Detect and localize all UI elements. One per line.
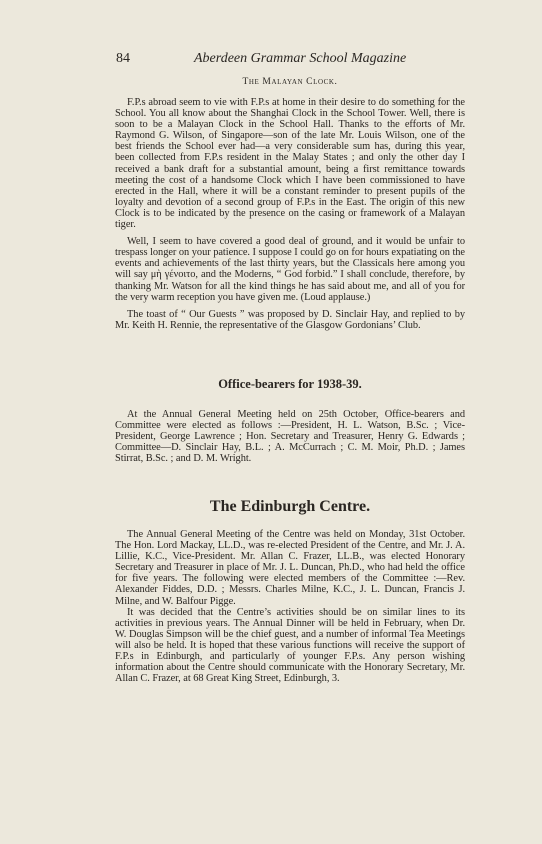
paragraph: Well, I seem to have covered a good deal of ground, and it would be unfair to trespass longer on your patience. I suppose I could go on for hours expatiating on the events and achievements of the last thirty years, but the Classicals here among you will say μὴ γένοιτο, and the Moderns, “ God forbid.” I shall conclude, therefore, by thanking Mr. Watson for all the kind things he has said about me, and all of you for the very warm reception you have given me. (Loud applause.) <box>115 236 465 303</box>
section-title-malayan-clock: The Malayan Clock. <box>242 77 338 87</box>
section-edinburgh-centre <box>115 497 465 684</box>
paragraph: At the Annual General Meeting held on 25th October, Office-bearers and Committee were elected as follows :—President, H. L. Watson, B.Sc. ; Vice-President, George Lawrence ; Hon. Secretary and Treasurer, Henry G. Edwards ; Committee—D. Sinclair Hay, B.L. ; A. McCurrach ; C. M. Moir, Ph.D. ; James Stirrat, B.Sc. ; and D. M. Wright. <box>115 409 465 465</box>
paragraph: The Annual General Meeting of the Centre was held on Monday, 31st October. The Hon. Lord Mackay, LL.D., was re-elected President of the Centre, and Mr. J. A. Lillie, K.C., Vice-President. Mr. Allan C. Frazer, LL.B., was elected Honorary Secretary and Treasurer in place of Mr. J. L. Duncan, Ph.D., who had held the office for five years. The following were elected members of the Committee :—Rev. Alexander Fiddes, D.D. ; Messrs. Charles Milne, K.C., J. L. Duncan, Francis J. Milne, and W. Balfour Pigge. <box>115 529 465 607</box>
section-title-edinburgh-centre: The Edinburgh Centre. <box>209 498 371 515</box>
paragraph: F.P.s abroad seem to vie with F.P.s at home in their desire to do something for the School. You all know about the Shanghai Clock in the School Tower. Well, there is soon to be a Malayan Clock in the School Hall. Thanks to the efforts of Mr. Raymond G. Wilson, of Singapore—son of the late Mr. Louis Wilson, one of the best friends the School ever had—a very considerable sum has, during this year, been collected from F.P.s resident in the Malay States ; and only the other day I received a bank draft for a substantial amount, being a first remittance towards meeting the cost of a handsome Clock which I have been commissioned to have erected in the Hall, where it will be a constant reminder to present pupils of the loyalty and devotion of a second group of F.P.s in the East. The origin of this new Clock is to be indicated by the presence on the casing or framework of a Malayan tiger. <box>115 97 465 231</box>
page-header <box>116 50 466 68</box>
paragraph: The toast of “ Our Guests ” was proposed by D. Sinclair Hay, and replied to by Mr. Keith H. Rennie, the representative of the Glasgow Gordonians’ Club. <box>115 308 465 331</box>
section-office-bearers <box>115 377 465 464</box>
page-number: 84 <box>116 51 130 66</box>
running-title: Aberdeen Grammar School Magazine <box>194 51 407 66</box>
section-title-office-bearers: Office-bearers for 1938-39. <box>218 377 362 391</box>
paragraph: It was decided that the Centre’s activities should be on similar lines to its activities in previous years. The Annual Dinner will be held in February, when Dr. W. Douglas Simpson will be the chief guest, and a number of informal Tea Meetings will also be held. It is hoped that these various functions will receive the support of F.P.s in Edinburgh, and particularly of younger F.P.s. Any person wishing information about the Centre should communicate with the Honorary Secretary, Mr. Allan C. Frazer, at 68 Great King Street, Edinburgh, 3. <box>115 606 465 685</box>
section-malayan-clock <box>115 76 465 331</box>
